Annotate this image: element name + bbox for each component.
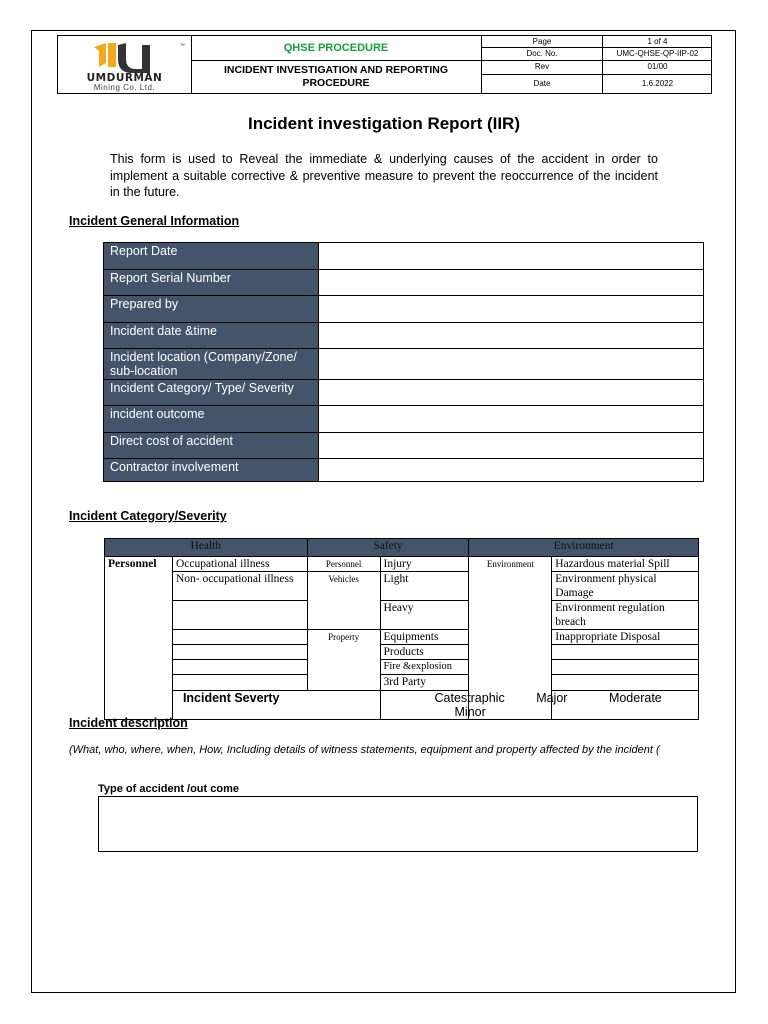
general-info-heading: Incident General Information bbox=[69, 214, 240, 228]
procedure-title: INCIDENT INVESTIGATION AND REPORTING PROCEDURE bbox=[223, 64, 448, 89]
category-header-row bbox=[105, 539, 699, 557]
column-environment: Environment bbox=[469, 539, 699, 557]
meta-label: Page bbox=[482, 36, 603, 47]
safety-item[interactable]: Equipments bbox=[380, 630, 469, 645]
health-item-empty[interactable] bbox=[172, 660, 307, 675]
field-label: Incident location (Company/Zone/ sub-location bbox=[104, 349, 319, 380]
health-item-empty[interactable] bbox=[172, 645, 307, 660]
table-row bbox=[104, 459, 704, 482]
safety-item[interactable]: Fire &explosion bbox=[380, 660, 469, 675]
table-row bbox=[104, 406, 704, 433]
environment-item-empty[interactable] bbox=[552, 660, 699, 675]
field-label: Direct cost of accident bbox=[104, 433, 319, 459]
severity-levels bbox=[380, 691, 698, 720]
health-item[interactable]: Occupational illness bbox=[172, 557, 307, 572]
meta-label: Date bbox=[482, 75, 603, 93]
meta-value: 1 of 4 bbox=[647, 37, 668, 46]
trademark-symbol: ™ bbox=[180, 43, 185, 49]
company-logo bbox=[58, 36, 192, 93]
document-meta bbox=[482, 36, 712, 93]
table-row bbox=[104, 243, 704, 270]
field-value[interactable] bbox=[319, 433, 704, 459]
type-of-accident-field[interactable] bbox=[98, 796, 698, 852]
field-label: Contractor involvement bbox=[104, 459, 319, 482]
description-heading: Incident description bbox=[69, 716, 188, 730]
health-group-label: Personnel bbox=[105, 557, 173, 720]
meta-row-page bbox=[482, 36, 712, 48]
safety-group-label: Vehicles bbox=[307, 572, 380, 630]
logo-mark-icon bbox=[66, 39, 181, 73]
field-label: Report Serial Number bbox=[104, 270, 319, 296]
field-label: Prepared by bbox=[104, 296, 319, 323]
document-type: QHSE PROCEDURE bbox=[191, 36, 481, 61]
safety-item[interactable]: Light bbox=[380, 572, 469, 601]
meta-value: 1.6.2022 bbox=[641, 79, 674, 88]
environment-item[interactable]: Hazardous material Spill bbox=[552, 557, 699, 572]
company-name: UMDURMAN bbox=[86, 72, 163, 84]
health-item-empty[interactable] bbox=[172, 675, 307, 691]
health-item[interactable]: Non- occupational illness bbox=[172, 572, 307, 601]
column-safety: Safety bbox=[307, 539, 469, 557]
severity-catastrophic[interactable]: Catestraphic bbox=[434, 691, 505, 705]
meta-label: Doc. No. bbox=[482, 48, 603, 60]
safety-item[interactable]: Injury bbox=[380, 557, 469, 572]
type-of-accident-label: Type of accident /out come bbox=[98, 783, 239, 795]
safety-item[interactable]: Products bbox=[380, 645, 469, 660]
severity-moderate[interactable]: Moderate bbox=[608, 691, 662, 705]
table-row bbox=[105, 601, 699, 630]
field-value[interactable] bbox=[319, 380, 704, 406]
column-health: Health bbox=[105, 539, 308, 557]
table-row bbox=[105, 660, 699, 675]
intro-paragraph: This form is used to Reveal the immediate & underlying causes of the accident in order to implement a suitable corrective & preventive measure to prevent the reoccurrence of the incident in the future. bbox=[110, 152, 658, 199]
environment-item[interactable]: Environment regulation breach bbox=[552, 601, 699, 630]
table-row bbox=[104, 380, 704, 406]
field-value[interactable] bbox=[319, 406, 704, 433]
environment-item[interactable]: Environment physical Damage bbox=[552, 572, 699, 601]
meta-value: UMC-QHSE-QP-IIP-02 bbox=[616, 49, 699, 58]
category-heading: Incident Category/Severity bbox=[69, 509, 227, 523]
severity-major[interactable]: Major bbox=[536, 691, 568, 705]
table-row bbox=[105, 557, 699, 572]
meta-value: 01/00 bbox=[647, 62, 668, 71]
environment-item[interactable]: Inappropriate Disposal bbox=[552, 630, 699, 645]
field-value[interactable] bbox=[319, 459, 704, 482]
safety-item[interactable]: Heavy bbox=[380, 601, 469, 630]
field-value[interactable] bbox=[319, 296, 704, 323]
environment-group-label: Environment bbox=[469, 557, 552, 720]
severity-minor[interactable]: Minor bbox=[454, 705, 486, 719]
meta-row-date bbox=[482, 75, 712, 93]
field-value[interactable] bbox=[319, 323, 704, 349]
safety-group-label: Property bbox=[307, 630, 380, 691]
table-row bbox=[104, 433, 704, 459]
page-title: Incident investigation Report (IIR) bbox=[247, 114, 520, 133]
safety-group-label: Personnel bbox=[307, 557, 380, 572]
field-value[interactable] bbox=[319, 270, 704, 296]
health-item-empty[interactable] bbox=[172, 630, 307, 645]
table-row bbox=[105, 630, 699, 645]
meta-row-rev bbox=[482, 61, 712, 75]
environment-item-empty[interactable] bbox=[552, 675, 699, 691]
table-row bbox=[104, 270, 704, 296]
field-label: Incident date &time bbox=[104, 323, 319, 349]
table-row bbox=[105, 572, 699, 601]
description-note: (What, who, where, when, How, Including details of witness statements, equipment and property affected by the incident ( bbox=[69, 744, 660, 756]
general-info-table bbox=[103, 242, 704, 482]
meta-label: Rev bbox=[482, 61, 603, 74]
health-item-empty[interactable] bbox=[172, 601, 307, 630]
table-row bbox=[104, 349, 704, 380]
severity-label: Incident Severty bbox=[172, 691, 380, 720]
table-row bbox=[104, 323, 704, 349]
safety-item[interactable]: 3rd Party bbox=[380, 675, 469, 691]
field-value[interactable] bbox=[319, 243, 704, 270]
company-subtitle: Mining Co. Ltd. bbox=[93, 83, 156, 92]
field-label: Report Date bbox=[104, 243, 319, 270]
environment-item-empty[interactable] bbox=[552, 645, 699, 660]
field-label: Incident Category/ Type/ Severity bbox=[104, 380, 319, 406]
table-row bbox=[105, 675, 699, 691]
document-header bbox=[57, 35, 712, 94]
header-title-cell bbox=[191, 36, 482, 93]
severity-row bbox=[105, 691, 699, 720]
table-row bbox=[104, 296, 704, 323]
meta-row-docno bbox=[482, 48, 712, 61]
field-value[interactable] bbox=[319, 349, 704, 380]
field-label: incident outcome bbox=[104, 406, 319, 433]
category-severity-table bbox=[104, 538, 699, 720]
table-row bbox=[105, 645, 699, 660]
